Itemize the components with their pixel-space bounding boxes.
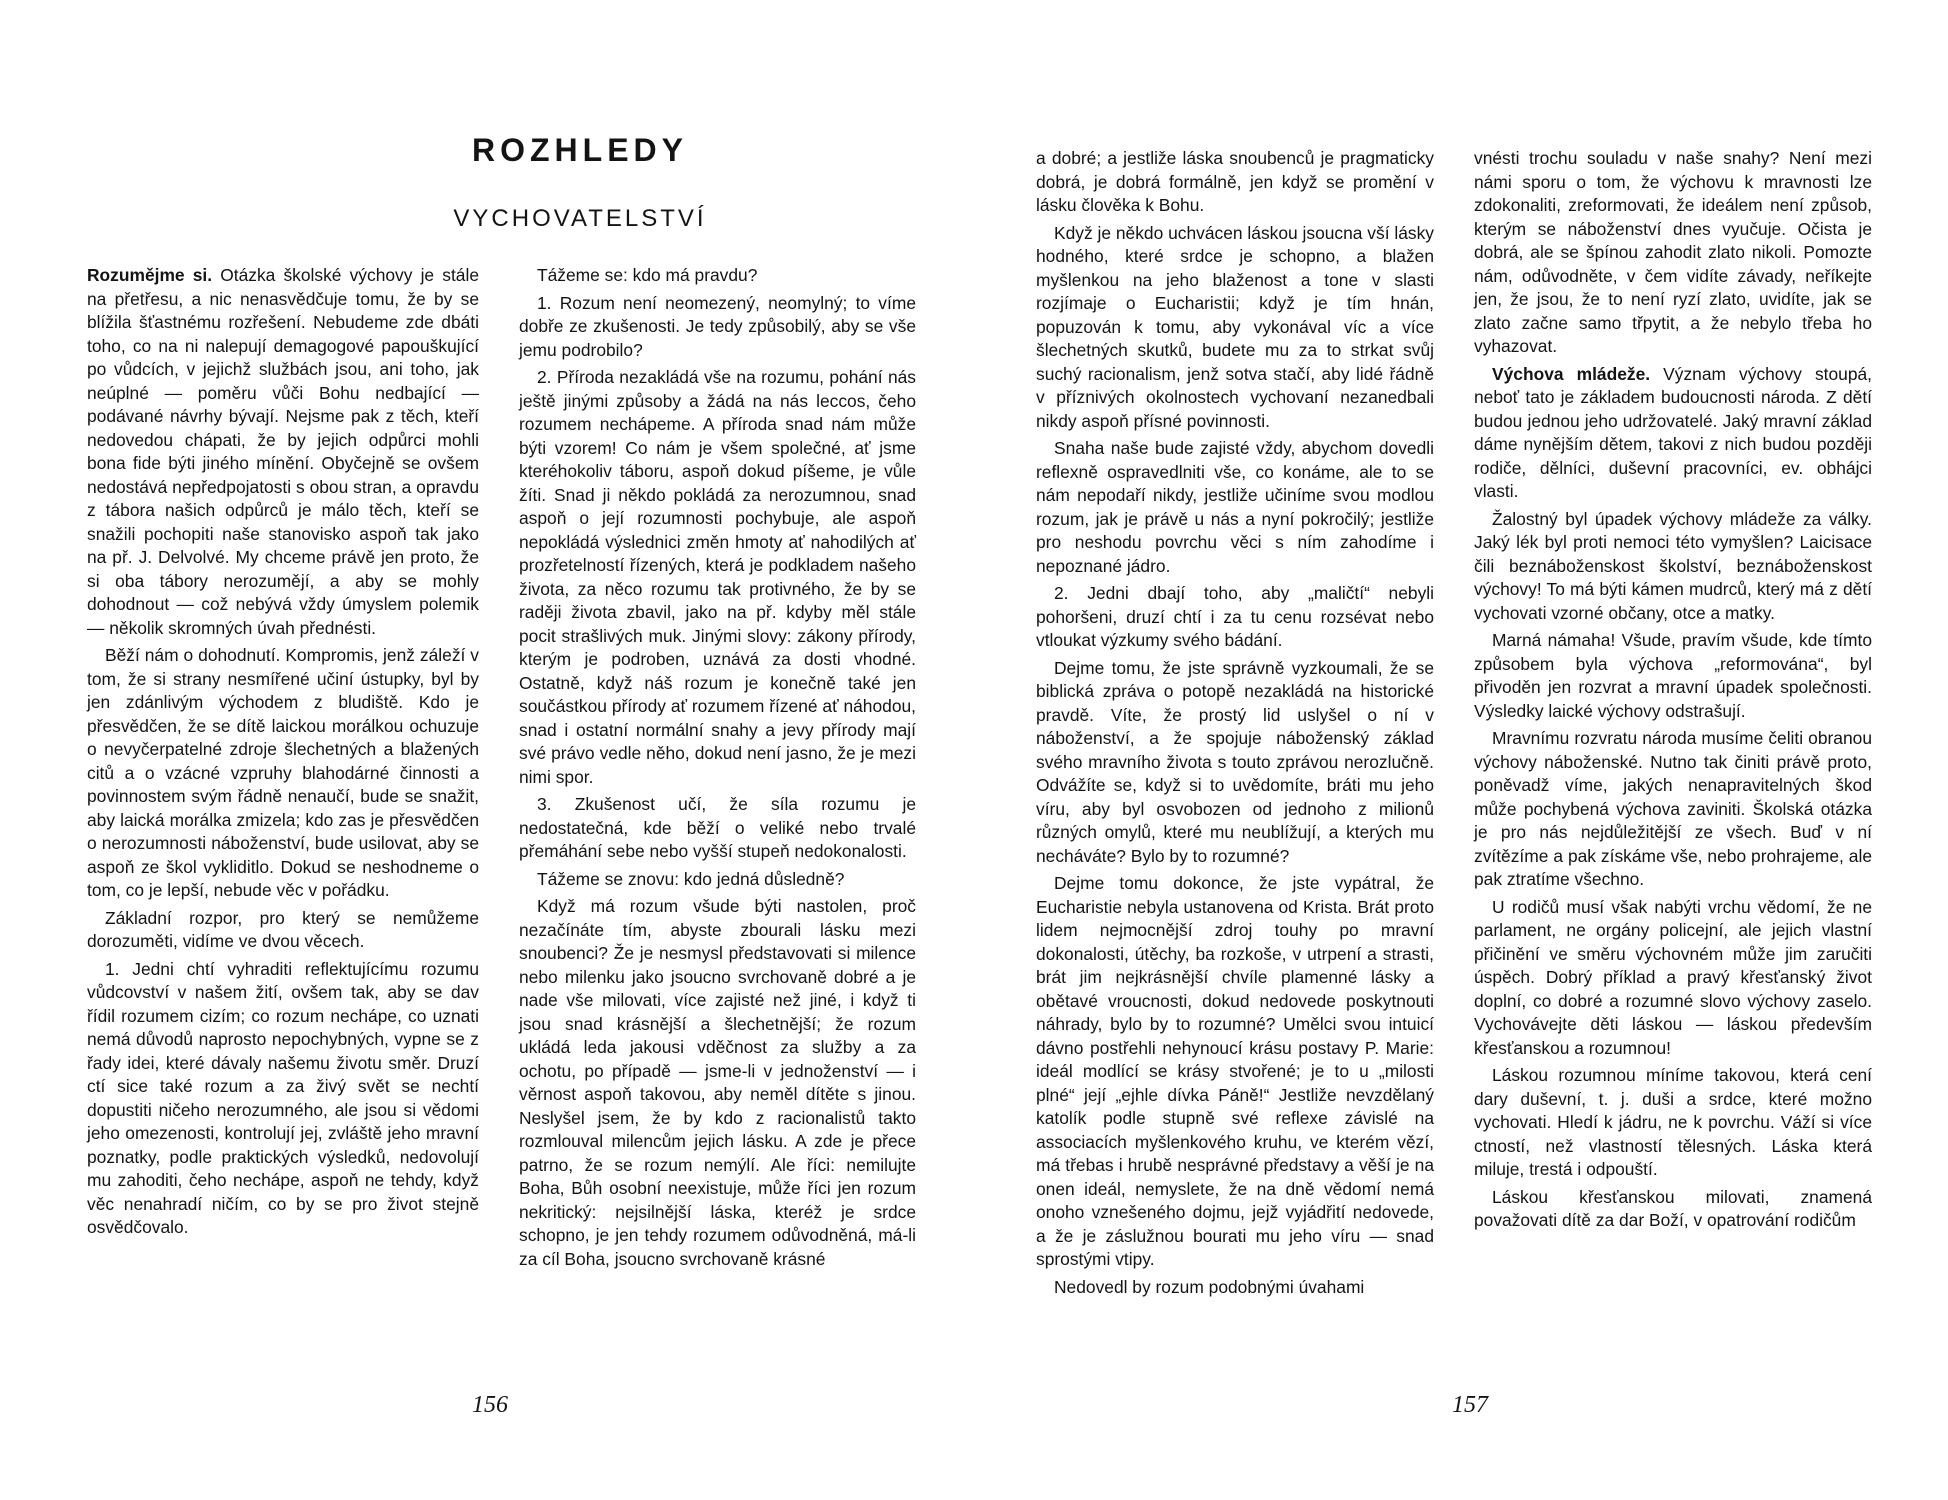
paragraph-text: Význam výchovy stoupá, neboť tato je základem budoucnosti národa. Z dětí budou jednou jeho udržovatelé. Jaký mravní základ dáme nynějším dětem, takovi z nich budou později rodiče, dělníci, duševní pracovníci, ev. obhájci vlasti.: [1474, 363, 1872, 501]
paragraph: Nedovedl by rozum podobnými úvahami: [1054, 1276, 1365, 1297]
paragraph-lead: Výchova mládeže.: [1492, 363, 1651, 384]
paragraph: Mravnímu rozvratu národa musíme čeliti obranou výchovy náboženské. Nutno tak činiti právě proto, poněvadž víme, jakých nenapravitelných škod může pochybená výchova zaviniti. Školská otázka je pro nás nejdůležitější ze všech. Buď v ní zvítězíme a pak získáme vše, nebo prohrajeme, ale pak ztratíme všechno.: [1474, 728, 1872, 889]
page-number: 156: [472, 1392, 508, 1418]
paragraph: 2. Příroda nezakládá vše na rozumu, pohání nás ještě jinými způsoby a žádá na nás leccos, čeho rozumem nechápeme. A příroda snad nám může býti vzorem! Co nám je všem společné, ať jsme kteréhokoliv táboru, aspoň dokud píšeme, je vůle žíti. Snad ji někdo pokládá za nerozumnou, snad aspoň o její rozumnosti pochybuje, ale aspoň nepokládá výslednici změn hmoty ať nahodilých ať prozřetelností řízených, která je podkladem našeho života, za něco rozumu tak protivného, že by se raději života zbavil, jako na př. kdyby měl stále pocit strašlivých muk. Jinými slovy: zákony přírody, kterým je podroben, uznává za dosti vhodné. Ostatně, když náš rozum je konečně také jen součástkou přírody ať rozumem řízené ať náhodou, snad i ostatní normální snahy a jevy přírody mají své právo vedle něho, dokud není jasno, že je mezi nimi spor.: [519, 367, 916, 787]
paragraph: a dobré; a jestliže láska snoubenců je pragmaticky dobrá, je dobrá formálně, jen když se promění v lásku člověka k Bohu.: [1036, 148, 1434, 215]
left-page-column-2: [519, 264, 916, 1275]
paragraph: U rodičů musí však nabýti vrchu vědomí, že ne parlament, ne orgány policejní, ale jejich vlastní přičinění ve směru výchovném může jim zaručiti úspěch. Dobrý příklad a pravý křesťanský život doplní, co dobré a rozumné slovo výchovy zaselo. Vychovávejte děti láskou — láskou především křesťanskou a rozumnou!: [1474, 896, 1872, 1058]
paragraph: Když je někdo uchvácen láskou jsoucna vší lásky hodného, které srdce je schopno, a blažen myšlenkou na jeho blaženost a tone v slasti rozjímaje o Eucharistii; když je tím hnán, popuzován k tomu, aby vykonával víc a více šlechetných skutků, budete mu za to strkat svůj suchý racionalism, jenž sotva stačí, aby lidé řádně v příznivých okolnostech vychovaní nezanedbali nikdy aspoň přísné povinnosti.: [1036, 222, 1434, 431]
left-page-column-1: [87, 264, 479, 1244]
page-number: 157: [1452, 1392, 1488, 1418]
paragraph: Láskou rozumnou míníme takovou, která cení dary duševní, t. j. duši a srdce, které možno vychovati. Hledí k jádru, ne k povrchu. Váží si více ctností, než vlastností tělesných. Láska která miluje, trestá i odpouští.: [1474, 1065, 1872, 1179]
paragraph: [87, 264, 479, 640]
paragraph: 1. Jedni chtí vyhraditi reflektujícímu rozumu vůdcovství v našem žití, ovšem tak, aby se dav řídil rozumem cizím; co rozum nechápe, co uznati nemá důvodů naprosto nepochybných, vypne se z řady idei, které dávaly našemu životu směr. Druzí ctí sice také rozum a za živý svět se nechtí dopustiti ničeho nerozumného, ale jsou si vědomi jeho omezenosti, kontrolují jej, zvláště jeho mravní poznatky, podle praktických výsledků, nedovolují mu zahoditi, čeho nechápe, aspoň ne tehdy, když věc nenahradí ničím, co by se pro život stejně osvědčovalo.: [87, 958, 479, 1237]
paragraph: Základní rozpor, pro který se nemůžeme dorozuměti, vidíme ve dvou věcech.: [87, 907, 479, 951]
right-page-column-2: [1474, 147, 1872, 1237]
right-page: [974, 0, 1948, 1500]
paragraph: Marná námaha! Všude, pravím všude, kde tímto způsobem byla výchova „reformována“, byl přivoděn jen rozvrat a mravní úpadek společnosti. Výsledky laické výchovy odstrašují.: [1474, 630, 1872, 721]
paragraph: Žalostný byl úpadek výchovy mládeže za války. Jaký lék byl proti nemoci této vymyšlen? Laicisace čili beznáboženskost školství, beznáboženskost výchovy! To má býti kámen mudrců, který má z dětí vychovati vzorné občany, otce a matky.: [1474, 508, 1872, 623]
paragraph: Láskou křesťanskou milovati, znamená považovati dítě za dar Boží, v opatrování rodičům: [1474, 1186, 1872, 1230]
paragraph: Dejme tomu dokonce, že jste vypátral, že Eucharistie nebyla ustanovena od Krista. Brát proto lidem nejmocnější zdroj touhy po mravní dokonalosti, útěchy, ba rozkoše, v utrpení a strasti, brát jim nejkrásnější chvíle plamenné lásky a obětavé vroucnosti, dokud nedovede poskytnouti náhrady, bylo by to rozumné? Umělci svou intuicí dávno postřehli nehynoucí krásu postavy P. Marie: ideál modlící se krásy stvořené; je to u „milosti plné“ její „ejhle dívka Páně!“ Jestliže nevzdělaný katolík podle stupně své reflexe závislé na associacích myšlenkového kruhu, ve kterém vězí, má třebas i hrubě nesprávné představy a věší je na onen ideál, nemyslete, že na dně vědomí nemá onoho vznešeného dojmu, jejž vyjádřití nedovede, a že je záslužnou bourati mu jeho víru — snad sprostými vtipy.: [1036, 873, 1434, 1269]
paragraph: [1474, 363, 1872, 504]
paragraph: Dejme tomu, že jste správně vyzkoumali, že se biblická zpráva o potopě nezakládá na historické pravdě. Víte, že prostý lid uslyšel o ní v náboženství, a že spojuje náboženský základ svého mravního života s touto zprávou nerozlučně. Odvážíte se, když si to uvědomíte, bráti mu jeho víru, aby byl osvobozen od jednoho z milionů různých omylů, které mu neublížují, a kterých mu necháváte? Bylo by to rozumné?: [1036, 657, 1434, 866]
paragraph: Běží nám o dohodnutí. Kompromis, jenž záleží v tom, že si strany nesmířené učiní ústupky, byl by jen zdánlivým východem z bludiště. Kdo je přesvědčen, že se dítě laickou morálkou ochuzuje o nevyčerpatelné zdroje šlechetných a blažených citů a o vzácné vzpruhy blahodárné činnosti a povinnostem svým řádně nenaučí, bude se snažit, aby laická morálka zmizela; kdo zas je přesvědčen o nerozumnosti náboženství, bude usilovat, aby se aspoň ze škol vykliditlo. Dokud se neshodneme o tom, co je lepší, nebude věc v pořádku.: [87, 645, 479, 900]
subsection-title: VYCHOVATELSTVÍ: [453, 205, 707, 232]
paragraph: Snaha naše bude zajisté vždy, abychom dovedli reflexně ospravedlniti vše, co konáme, ale to se nám nepodaří nikdy, jestliže učiníme svou modlou rozum, jak je právě u nás a nyní pokročilý; jestliže pro neshodu povrchu věci s ním zahodíme i nepoznané jádro.: [1036, 438, 1434, 576]
paragraph-lead: Rozumějme si.: [87, 265, 213, 285]
paragraph: Tážeme se: kdo má pravdu?: [537, 265, 758, 285]
paragraph: 3. Zkušenost učí, že síla rozumu je nedostatečná, kde běží o veliké nebo trvalé přemáhání sebe nebo vyšší stupeň nedokonalosti.: [519, 794, 916, 861]
paragraph: 2. Jedni dbají toho, aby „maličtí“ nebyli pohoršeni, druzí chtí i za tu cenu rozsévat nebo vtloukat výzkumy svého bádání.: [1036, 583, 1434, 650]
paragraph: Tážeme se znovu: kdo jedná důsledně?: [537, 868, 845, 889]
paragraph: Když má rozum všude býti nastolen, proč nezačínáte tím, abyste zbourali lásku mezi snoubenci? Že je nesmysl představovati si milence nebo milenku jako jsoucno svrchovaně dobré a je nade vše milovati, více zajisté než jiné, i když ti jsou snad krásnější a šlechetnější; že rozum ukládá leda jakousi vděčnost za služby a za ochotu, po případě — jsme-li v jednoženství — i věrnost aspoň takovou, aby neměl dítěte s jinou. Neslyšel jsem, že by kdo z racionalistů takto rozmlouval milencům jejich lásku. A zde je přece patrno, že se rozum nemýlí. Ale říci: nemilujte Boha, Bůh osobní neexistuje, může říci jen rozum nekritický: nejsilnější láska, kteréž je srdce schopno, je jen tehdy rozumem odůvodněná, má-li za cíl Boha, jsoucno svrchovaně krásné: [519, 896, 916, 1269]
paragraph: 1. Rozum není neomezený, neomylný; to víme dobře ze zkušenosti. Je tedy způsobilý, aby se vše jemu podrobilo?: [519, 292, 916, 360]
paragraph-text: Otázka školské výchovy je stále na přetřesu, a nic nenasvědčuje tomu, že by se blížila šťastnému rozřešení. Nebudeme zde dbáti toho, co na ni nalepují demagogové papouškující po vůdcích, v jejichž službách jsou, ani toho, jak neúplné — poměru vůči Bohu nedbající — podávané návrhy bývají. Nejsme pak z těch, kteří nedovedou chápati, že by jejich odpůrci mohli bona fide býti jiného mínění. Obyčejně se ovšem nedostává nepředpojatosti s obou stran, a opravdu z tábora našich odpůrců je málo těch, kteří se snažili pochopiti naše stanovisko aspoň tak jako na př. J. Delvolvé. My chceme právě jen proto, že si oba tábory nerozumějí, a aby se mohly dohodnout — což nebývá vždy úmyslem polemik — několik skromných úvah přednésti.: [87, 265, 479, 638]
paragraph: vnésti trochu souladu v naše snahy? Není mezi námi sporu o tom, že výchovu k mravnosti lze zdokonaliti, zreformovati, že ideálem není způsob, kterým se náboženství dnes vyučuje. Očista je dobrá, ale se špínou zahodit zlato nikoli. Pomozte nám, odůvodněte, v čem vidíte závady, neříkejte jen, že jsou, že to není ryzí zlato, uvidíte, jak se zlato začne samo třpytit, a že nebylo třeba ho vyhazovat.: [1474, 148, 1872, 356]
right-page-column-1: [1036, 147, 1434, 1303]
section-title: ROZHLEDY: [472, 132, 688, 168]
